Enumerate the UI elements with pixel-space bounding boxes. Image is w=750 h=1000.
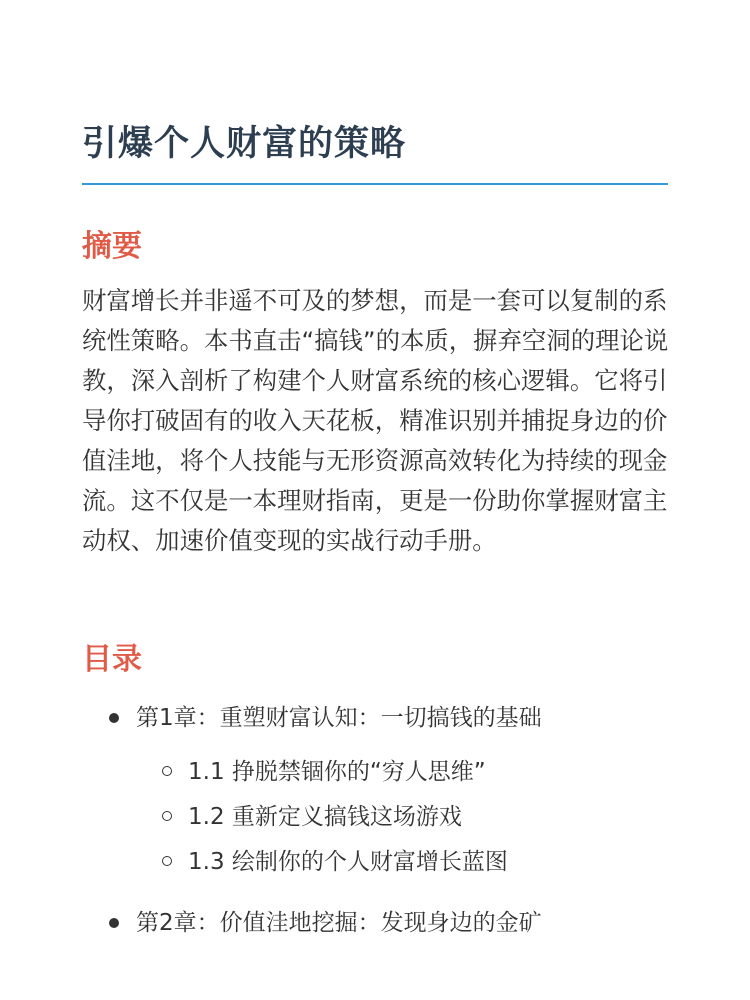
section-label: 1.3 绘制你的个人财富增长蓝图 [188,849,508,875]
toc-chapter-1-sections [82,754,668,889]
toc-section-1-3 [82,844,668,889]
section-label: 1.1 挣脱禁锢你的“穷人思维” [188,759,486,785]
title-divider [82,183,668,185]
bullet-circle-icon [162,856,172,866]
toc-heading: 目录 [82,642,142,677]
section-label: 1.2 重新定义搞钱这场游戏 [188,804,462,830]
toc-chapter-2 [82,905,668,941]
abstract-heading: 摘要 [82,229,142,264]
abstract-paragraph: 财富增长并非遥不可及的梦想，而是一套可以复制的系统性策略。本书直击“搞钱”的本质，摒弃空洞的理论说教，深入剖析了构建个人财富系统的核心逻辑。它将引导你打破固有的收入天花板，精准识别并捕捉身边的价值洼地，将个人技能与无形资源高效转化为持续的现金流。这不仅是一本理财指南，更是一份助你掌握财富主动权、加速价值变现的实战行动手册。 [82,286,669,555]
bullet-dot-icon [109,713,119,723]
toc-section-1-2 [82,799,668,844]
bullet-circle-icon [162,766,172,776]
table-of-contents [82,700,668,941]
toc-chapter-1 [82,700,668,736]
chapter-label: 第1章：重塑财富认知：一切搞钱的基础 [136,705,542,731]
bullet-dot-icon [109,918,119,928]
toc-section-1-1 [82,754,668,799]
chapter-label: 第2章：价值洼地挖掘：发现身边的金矿 [136,910,542,936]
document-title: 引爆个人财富的策略 [82,124,407,164]
bullet-circle-icon [162,811,172,821]
